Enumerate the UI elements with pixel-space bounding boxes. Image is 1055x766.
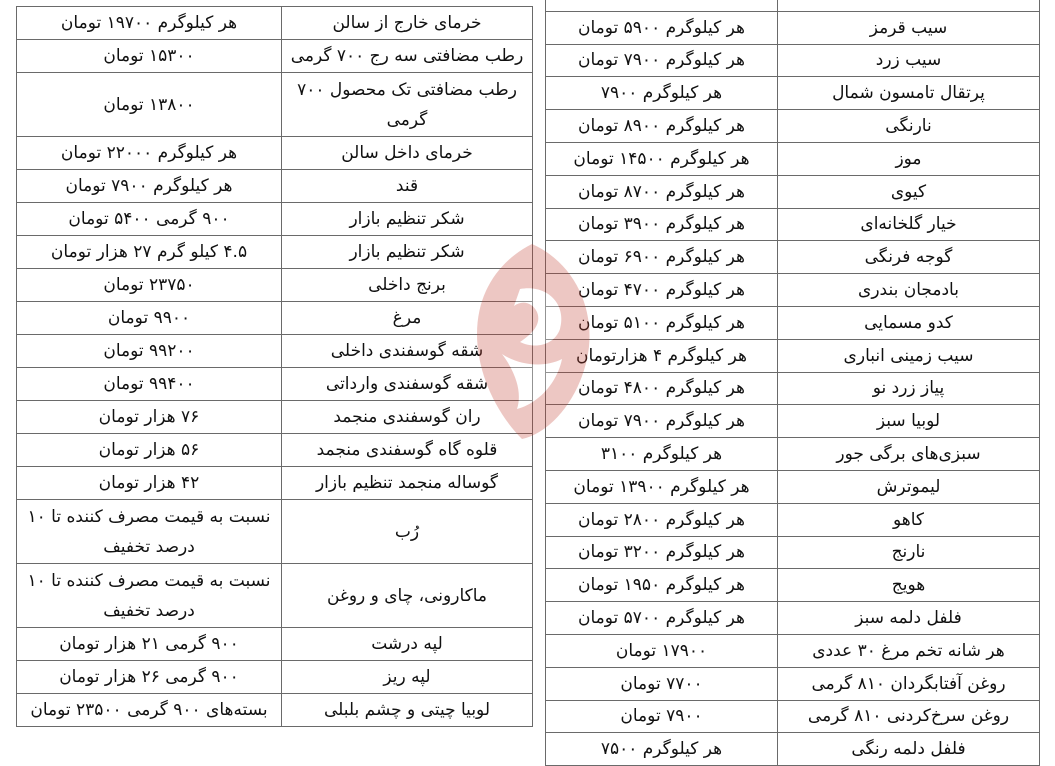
table-row: [546, 470, 1040, 503]
table-row: [17, 40, 533, 73]
item-price: هر کیلوگرم ۵۷۰۰ تومان: [546, 602, 778, 635]
item-price: ۷۷۰۰ تومان: [546, 667, 778, 700]
item-name: ران گوسفندی منجمد: [282, 401, 533, 434]
item-name: سیب قرمز: [778, 11, 1040, 44]
table-row: [17, 73, 533, 137]
item-price: ۱۷۹۰۰ تومان: [546, 634, 778, 667]
item-price: ۹۹۴۰۰ تومان: [17, 368, 282, 401]
item-name: رُب: [282, 500, 533, 564]
item-name: پیاز زرد نو: [778, 372, 1040, 405]
table-row: [17, 302, 533, 335]
table-row: [546, 11, 1040, 44]
item-price: نسبت به قیمت مصرف کننده تا ۱۰ درصد تخفیف: [17, 500, 282, 564]
item-name: سیب زرد: [778, 44, 1040, 77]
item-price: هر کیلوگرم ۱۳۹۰۰ تومان: [546, 470, 778, 503]
table-row: [17, 170, 533, 203]
item-name: فلفل دلمه رنگی: [778, 733, 1040, 766]
left-price-table: [16, 6, 533, 727]
item-name: کدو مسمایی: [778, 306, 1040, 339]
item-name: بادمجان بندری: [778, 274, 1040, 307]
item-price: هر کیلوگرم ۱۹۵۰ تومان: [546, 569, 778, 602]
item-name: برنج داخلی: [282, 269, 533, 302]
right-price-table: [545, 0, 1040, 766]
table-row: [546, 0, 1040, 11]
table-row: [17, 236, 533, 269]
table-row: [546, 667, 1040, 700]
item-price: هر کیلوگرم ۷۹۰۰ تومان: [546, 44, 778, 77]
item-price: هر کیلوگرم ۳۹۰۰ تومان: [546, 208, 778, 241]
table-row: [546, 142, 1040, 175]
item-name: فلفل دلمه سبز: [778, 602, 1040, 635]
item-name: روغن سرخ‌کردنی ۸۱۰ گرمی: [778, 700, 1040, 733]
item-price: [546, 0, 778, 11]
item-name: هویج: [778, 569, 1040, 602]
table-row: [546, 306, 1040, 339]
item-price: هر کیلوگرم ۴۷۰۰ تومان: [546, 274, 778, 307]
table-row: [546, 175, 1040, 208]
table-row: [546, 110, 1040, 143]
item-price: نسبت به قیمت مصرف کننده تا ۱۰ درصد تخفیف: [17, 564, 282, 628]
item-price: هر کیلوگرم ۷۵۰۰: [546, 733, 778, 766]
table-row: [17, 269, 533, 302]
table-row: [17, 500, 533, 564]
item-price: هر کیلوگرم ۲۲۰۰۰ تومان: [17, 137, 282, 170]
table-row: [546, 405, 1040, 438]
table-row: [546, 208, 1040, 241]
item-price: هر کیلوگرم ۶۹۰۰ تومان: [546, 241, 778, 274]
table-row: [17, 203, 533, 236]
table-row: [17, 661, 533, 694]
item-name: کیوی: [778, 175, 1040, 208]
item-price: هر کیلوگرم ۵۹۰۰ تومان: [546, 11, 778, 44]
item-name: خرمای داخل سالن: [282, 137, 533, 170]
table-row: [546, 241, 1040, 274]
item-name: رطب مضافتی سه رج ۷۰۰ گرمی: [282, 40, 533, 73]
table-row: [17, 467, 533, 500]
item-name: رطب مضافتی تک محصول ۷۰۰ گرمی: [282, 73, 533, 137]
table-row: [546, 569, 1040, 602]
table-row: [546, 438, 1040, 471]
item-price: هر کیلوگرم ۵۱۰۰ تومان: [546, 306, 778, 339]
item-price: هر کیلوگرم ۷۹۰۰ تومان: [17, 170, 282, 203]
item-name: لوبیا چیتی و چشم بلبلی: [282, 694, 533, 727]
table-row: [17, 368, 533, 401]
item-price: هر کیلوگرم ۸۷۰۰ تومان: [546, 175, 778, 208]
item-name: شکر تنظیم بازار: [282, 203, 533, 236]
item-name: قند: [282, 170, 533, 203]
item-price: ۹۹۰۰ تومان: [17, 302, 282, 335]
table-row: [546, 339, 1040, 372]
item-name: گوجه فرنگی: [778, 241, 1040, 274]
item-name: مرغ: [282, 302, 533, 335]
table-row: [546, 733, 1040, 766]
table-row: [17, 628, 533, 661]
table-row: [17, 564, 533, 628]
item-name: موز: [778, 142, 1040, 175]
table-row: [546, 634, 1040, 667]
item-price: ۴.۵ کیلو گرم ۲۷ هزار تومان: [17, 236, 282, 269]
item-name: نارنگی: [778, 110, 1040, 143]
item-price: ۹۰۰ گرمی ۵۴۰۰ تومان: [17, 203, 282, 236]
table-row: [17, 335, 533, 368]
item-price: ۹۰۰ گرمی ۲۱ هزار تومان: [17, 628, 282, 661]
item-name: سیب زمینی انباری: [778, 339, 1040, 372]
item-price: ۵۶ هزار تومان: [17, 434, 282, 467]
item-price: ۲۳۷۵۰ تومان: [17, 269, 282, 302]
table-row: [546, 44, 1040, 77]
item-name: کاهو: [778, 503, 1040, 536]
item-price: هر کیلوگرم ۴۸۰۰ تومان: [546, 372, 778, 405]
item-name: شکر تنظیم بازار: [282, 236, 533, 269]
item-name: لپه ریز: [282, 661, 533, 694]
table-row: [546, 372, 1040, 405]
item-name: روغن آفتابگردان ۸۱۰ گرمی: [778, 667, 1040, 700]
item-name: لپه درشت: [282, 628, 533, 661]
table-row: [17, 434, 533, 467]
item-price: هر کیلوگرم ۷۹۰۰: [546, 77, 778, 110]
item-price: هر کیلوگرم ۲۸۰۰ تومان: [546, 503, 778, 536]
item-price: ۱۳۸۰۰ تومان: [17, 73, 282, 137]
item-name: شقه گوسفندی داخلی: [282, 335, 533, 368]
item-price: بسته‌های ۹۰۰ گرمی ۲۳۵۰۰ تومان: [17, 694, 282, 727]
table-row: [17, 401, 533, 434]
item-name: خرمای خارج از سالن: [282, 7, 533, 40]
item-name: گوساله منجمد تنظیم بازار: [282, 467, 533, 500]
table-row: [546, 274, 1040, 307]
item-price: ۷۶ هزار تومان: [17, 401, 282, 434]
item-price: هر کیلوگرم ۱۹۷۰۰ تومان: [17, 7, 282, 40]
item-name: قلوه گاه گوسفندی منجمد: [282, 434, 533, 467]
item-name: ماکارونی، چای و روغن: [282, 564, 533, 628]
item-price: ۴۲ هزار تومان: [17, 467, 282, 500]
item-name: خیار گلخانه‌ای: [778, 208, 1040, 241]
table-row: [546, 700, 1040, 733]
item-name: لوبیا سبز: [778, 405, 1040, 438]
table-row: [546, 602, 1040, 635]
item-price: ۱۵۳۰۰ تومان: [17, 40, 282, 73]
item-name: نارنج: [778, 536, 1040, 569]
table-row: [546, 503, 1040, 536]
item-name: هر شانه تخم مرغ ۳۰ عددی: [778, 634, 1040, 667]
item-name: سبزی‌های برگی جور: [778, 438, 1040, 471]
item-price: هر کیلوگرم ۳۱۰۰: [546, 438, 778, 471]
item-price: هر کیلوگرم ۷۹۰۰ تومان: [546, 405, 778, 438]
item-price: هر کیلوگرم ۸۹۰۰ تومان: [546, 110, 778, 143]
item-price: هر کیلوگرم ۴ هزارتومان: [546, 339, 778, 372]
item-price: هر کیلوگرم ۳۲۰۰ تومان: [546, 536, 778, 569]
table-row: [546, 536, 1040, 569]
item-price: ۹۰۰ گرمی ۲۶ هزار تومان: [17, 661, 282, 694]
item-name: لیموترش: [778, 470, 1040, 503]
item-name: شقه گوسفندی وارداتی: [282, 368, 533, 401]
item-price: ۷۹۰۰ تومان: [546, 700, 778, 733]
item-name: پرتقال تامسون شمال: [778, 77, 1040, 110]
table-row: [17, 137, 533, 170]
table-row: [17, 7, 533, 40]
table-row: [17, 694, 533, 727]
table-row: [546, 77, 1040, 110]
item-price: ۹۹۲۰۰ تومان: [17, 335, 282, 368]
item-price: هر کیلوگرم ۱۴۵۰۰ تومان: [546, 142, 778, 175]
item-name: [778, 0, 1040, 11]
